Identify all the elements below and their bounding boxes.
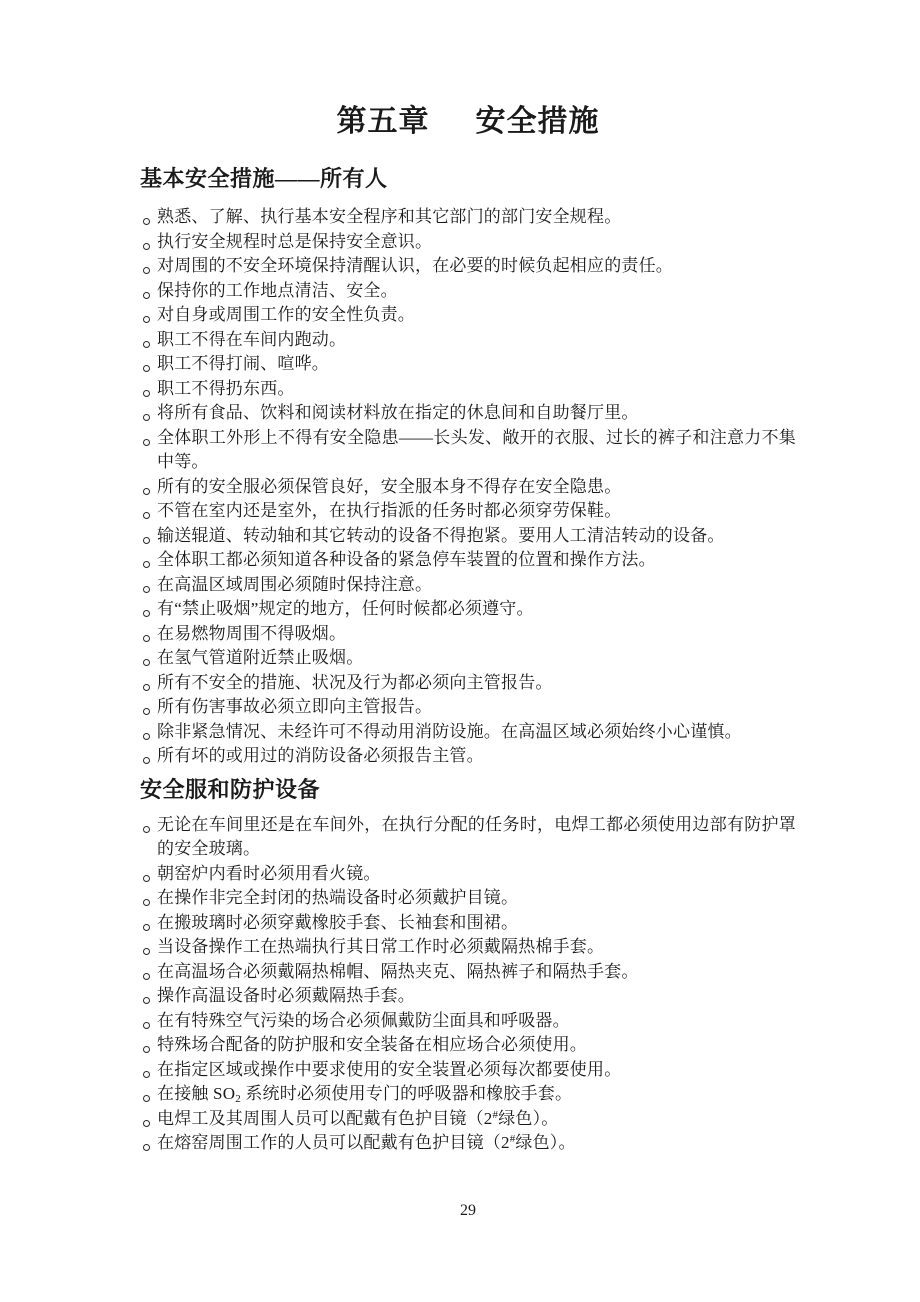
list-item: 对周围的不安全环境保持清醒认识，在必要的时候负起相应的责任。 [140,254,796,279]
list-item: 无论在车间里还是在车间外，在执行分配的任务时，电焊工都必须使用边部有防护罩的安全玻璃。 [140,813,796,862]
list-item-furnace-goggles [140,1131,796,1156]
list-item: 全体职工外形上不得有安全隐患——长头发、敞开的衣服、过长的裤子和注意力不集中等。 [140,426,796,475]
list-item: 在高温区域周围必须随时保持注意。 [140,573,796,598]
list-item: 所有伤害事故必须立即向主管报告。 [140,695,796,720]
goggles-superscript: # [509,1133,516,1145]
list-item: 保持你的工作地点清洁、安全。 [140,279,796,304]
list-item: 所有的安全服必须保管良好，安全服本身不得存在安全隐患。 [140,475,796,500]
goggles-text-post: 绿色）。 [515,1133,576,1152]
list-item: 对自身或周围工作的安全性负责。 [140,303,796,328]
list-item: 职工不得在车间内跑动。 [140,328,796,353]
list-item-welder-goggles [140,1107,796,1132]
list-item: 熟悉、了解、执行基本安全程序和其它部门的部门安全规程。 [140,205,796,230]
section-heading-basic-measures: 基本安全措施——所有人 [140,166,388,191]
page-number: 29 [460,1202,476,1219]
page-content [140,0,796,1156]
goggles-text-post: 绿色）。 [498,1108,559,1128]
list-item: 输送辊道、转动轴和其它转动的设备不得抱紧。要用人工清洁转动的设备。 [140,524,796,549]
protective-equipment-rules-list [140,813,796,1156]
list-item: 将所有食品、饮料和阅读材料放在指定的休息间和自助餐厅里。 [140,401,796,426]
list-item: 在搬玻璃时必须穿戴橡胶手套、长袖套和围裙。 [140,911,796,936]
list-item: 在高温场合必须戴隔热棉帽、隔热夹克、隔热裤子和隔热手套。 [140,960,796,985]
list-item: 职工不得打闹、喧哗。 [140,352,796,377]
list-item: 在易燃物周围不得吸烟。 [140,622,796,647]
so2-text-post: 系统时必须使用专门的呼吸器和橡胶手套。 [240,1084,573,1103]
goggles-text-pre: 在熔窑周围工作的人员可以配戴有色护目镜（2 [157,1133,510,1152]
so2-text-pre: 在接触 SO [157,1084,236,1103]
list-item: 所有不安全的措施、状况及行为都必须向主管报告。 [140,671,796,696]
list-item: 有“禁止吸烟”规定的地方，任何时候都必须遵守。 [140,597,796,622]
goggles-text-pre: 电焊工及其周围人员可以配戴有色护目镜（2 [157,1108,493,1128]
section-heading-protective-equipment: 安全服和防护设备 [140,776,321,802]
list-item: 操作高温设备时必须戴隔热手套。 [140,984,796,1009]
list-item: 全体职工都必须知道各种设备的紧急停车装置的位置和操作方法。 [140,548,796,573]
list-item: 所有坏的或用过的消防设备必须报告主管。 [140,744,796,769]
so2-subscript: 2 [235,1093,241,1105]
list-item: 在有特殊空气污染的场合必须佩戴防尘面具和呼吸器。 [140,1009,796,1034]
list-item: 除非紧急情况、未经许可不得动用消防设施。在高温区域必须始终小心谨慎。 [140,720,796,745]
list-item: 在指定区域或操作中要求使用的安全装置必须每次都要使用。 [140,1058,796,1083]
list-item: 职工不得扔东西。 [140,377,796,402]
list-item: 不管在室内还是室外，在执行指派的任务时都必须穿劳保鞋。 [140,499,796,524]
basic-safety-rules-list [140,205,796,769]
list-item-so2 [140,1082,796,1107]
list-item: 在氢气管道附近禁止吸烟。 [140,646,796,671]
list-item: 特殊场合配备的防护服和安全装备在相应场合必须使用。 [140,1033,796,1058]
goggles-superscript: # [492,1108,499,1121]
chapter-title [140,104,796,140]
list-item: 当设备操作工在热端执行其日常工作时必须戴隔热棉手套。 [140,935,796,960]
list-item: 在操作非完全封闭的热端设备时必须戴护目镜。 [140,886,796,911]
list-item: 朝窑炉内看时必须用看火镜。 [140,862,796,887]
list-item: 执行安全规程时总是保持安全意识。 [140,230,796,255]
chapter-number: 第五章 [336,105,430,138]
chapter-name: 安全措施 [475,105,600,138]
